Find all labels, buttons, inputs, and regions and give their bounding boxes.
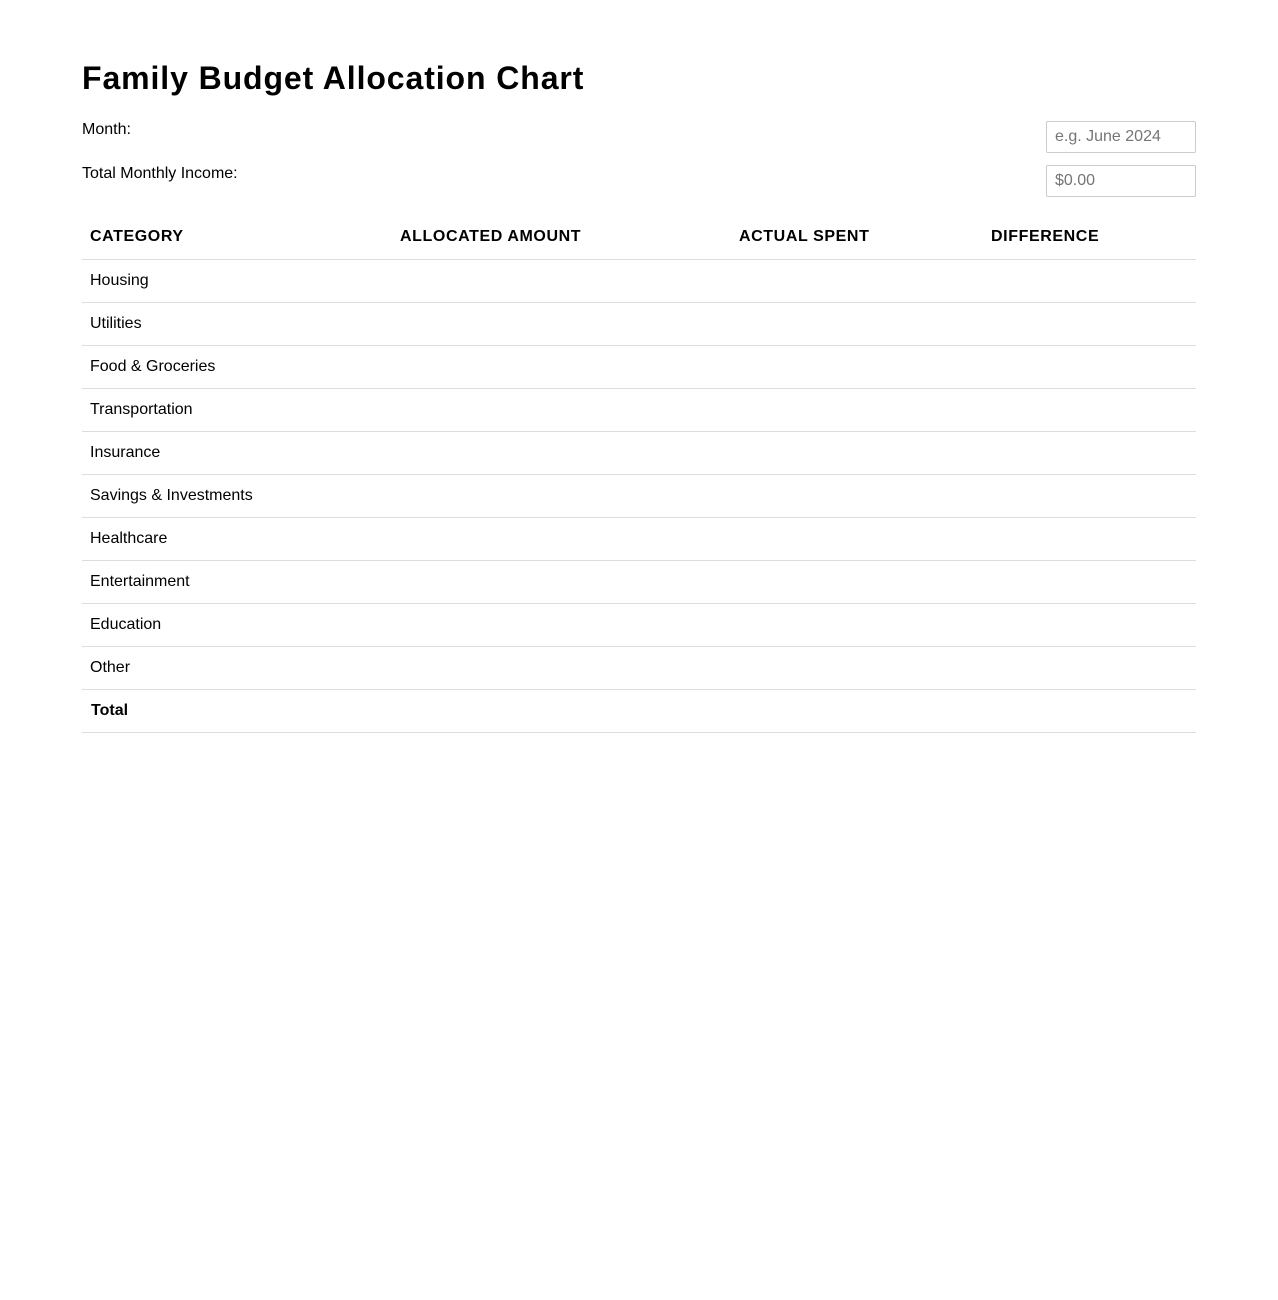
table-row [82,646,1196,689]
category-cell: Utilities [82,302,392,345]
header-category: CATEGORY [82,216,392,259]
income-label: Total Monthly Income: [82,165,238,182]
difference-cell [983,431,1196,474]
table-row [82,259,1196,302]
difference-cell [983,560,1196,603]
month-label: Month: [82,121,131,138]
allocated-cell[interactable] [392,302,731,345]
difference-cell [983,345,1196,388]
allocated-cell[interactable] [392,345,731,388]
total-actual-cell [731,689,983,732]
category-cell: Transportation [82,388,392,431]
month-input[interactable] [1046,121,1196,153]
allocated-cell[interactable] [392,603,731,646]
category-cell: Food & Groceries [82,345,392,388]
actual-cell[interactable] [731,646,983,689]
allocated-cell[interactable] [392,646,731,689]
allocated-cell[interactable] [392,259,731,302]
total-allocated-cell [392,689,731,732]
allocated-cell[interactable] [392,560,731,603]
header-difference: DIFFERENCE [983,216,1196,259]
difference-cell [983,474,1196,517]
table-row [82,474,1196,517]
allocated-cell[interactable] [392,431,731,474]
difference-cell [983,603,1196,646]
table-header-row [82,216,1196,259]
total-label: Total [82,689,392,732]
difference-cell [983,302,1196,345]
income-field-row [82,165,1196,197]
table-row [82,388,1196,431]
page-title: Family Budget Allocation Chart [82,60,585,96]
category-cell: Entertainment [82,560,392,603]
difference-cell [983,259,1196,302]
category-cell: Housing [82,259,392,302]
category-cell: Savings & Investments [82,474,392,517]
difference-cell [983,517,1196,560]
header-allocated-amount: ALLOCATED AMOUNT [392,216,731,259]
category-cell: Healthcare [82,517,392,560]
total-row [82,689,1196,732]
table-row [82,302,1196,345]
income-input[interactable] [1046,165,1196,197]
category-cell: Other [82,646,392,689]
table-row [82,431,1196,474]
difference-cell [983,388,1196,431]
actual-cell[interactable] [731,560,983,603]
actual-cell[interactable] [731,259,983,302]
difference-cell [983,646,1196,689]
actual-cell[interactable] [731,603,983,646]
actual-cell[interactable] [731,345,983,388]
actual-cell[interactable] [731,302,983,345]
category-cell: Education [82,603,392,646]
actual-cell[interactable] [731,431,983,474]
table-row [82,345,1196,388]
actual-cell[interactable] [731,517,983,560]
table-row [82,517,1196,560]
total-difference-cell [983,689,1196,732]
allocated-cell[interactable] [392,388,731,431]
actual-cell[interactable] [731,388,983,431]
allocated-cell[interactable] [392,517,731,560]
actual-cell[interactable] [731,474,983,517]
header-actual-spent: ACTUAL SPENT [731,216,983,259]
month-field-row [82,121,1196,153]
allocated-cell[interactable] [392,474,731,517]
table-row [82,603,1196,646]
category-cell: Insurance [82,431,392,474]
table-row [82,560,1196,603]
budget-table [82,216,1196,733]
